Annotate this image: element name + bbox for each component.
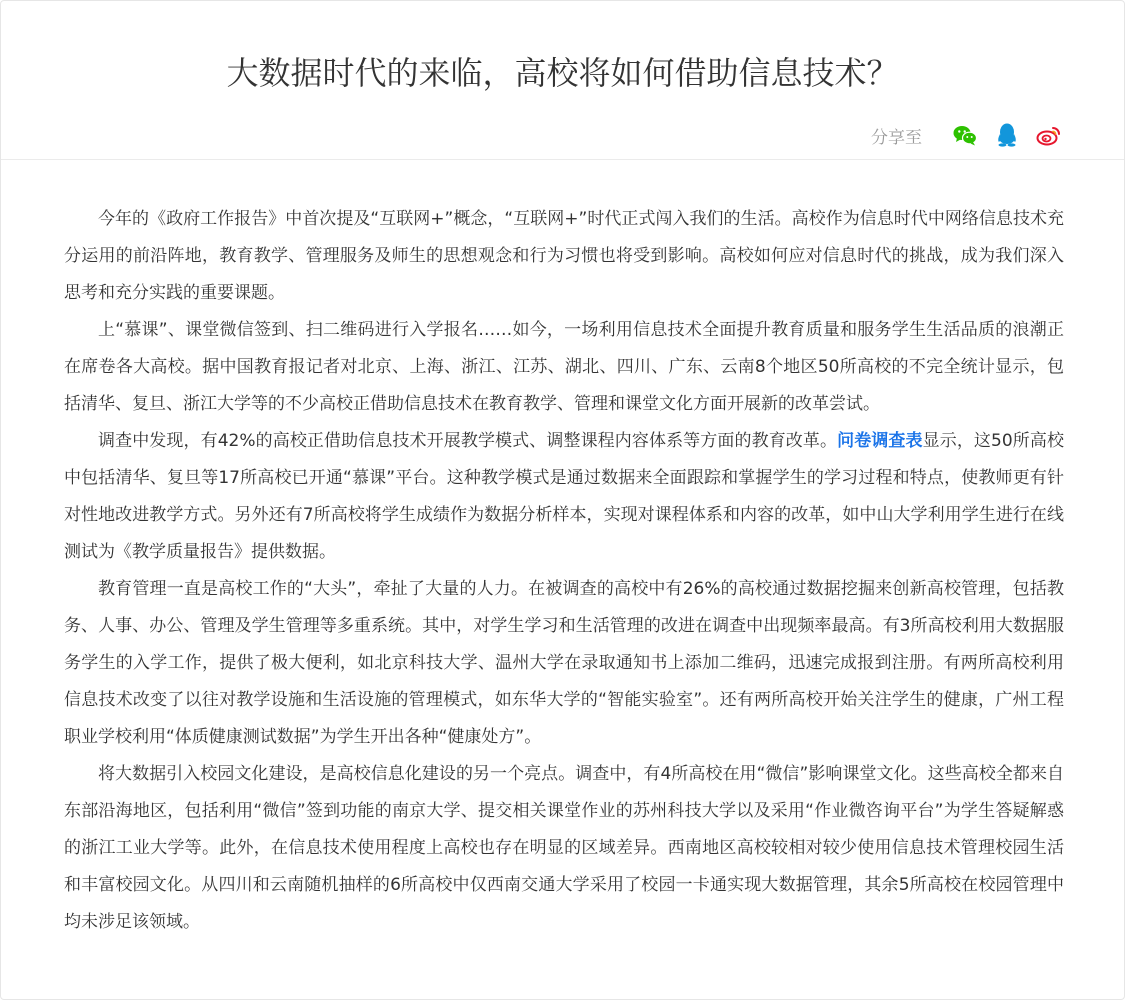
paragraph: 今年的《政府工作报告》中首次提及“互联网+”概念，“互联网+”时代正式闯入我们的生活。高校作为信息时代中网络信息技术充分运用的前沿阵地，教育教学、管理服务及师生的思想观念和行为习惯也将受到影响。高校如何应对信息时代的挑战，成为我们深入思考和充分实践的重要课题。 bbox=[64, 209, 1064, 303]
share-label: 分享至 bbox=[871, 127, 922, 148]
article-body bbox=[64, 201, 1064, 941]
article-title: 大数据时代的来临，高校将如何借助信息技术？ bbox=[226, 54, 899, 92]
paragraph: 上“慕课”、课堂微信签到、扫二维码进行入学报名……如今，一场利用信息技术全面提升教育质量和服务学生生活品质的浪潮正在席卷各大高校。据中国教育报记者对北京、上海、浙江、江苏、湖北、四川、广东、云南8个地区50所高校的不完全统计显示，包括清华、复旦、浙江大学等的不少高校正借助信息技术在教育教学、管理和课堂文化方面开展新的改革尝试。 bbox=[64, 320, 1064, 414]
paragraph-text: 调查中发现，有42%的高校正借助信息技术开展教学模式、调整课程内容体系等方面的教育改革。 bbox=[98, 431, 838, 451]
paragraph: 教育管理一直是高校工作的“大头”，牵扯了大量的人力。在被调查的高校中有26%的高校通过数据挖掘来创新高校管理，包括教务、人事、办公、管理及学生管理等多重系统。其中，对学生学习和生活管理的改进在调查中出现频率最高。有3所高校利用大数据服务学生的入学工作，提供了极大便利，如北京科技大学、温州大学在录取通知书上添加二维码，迅速完成报到注册。有两所高校利用信息技术改变了以往对教学设施和生活设施的管理模式，如东华大学的“智能实验室”。还有两所高校开始关注学生的健康，广州工程职业学校利用“体质健康测试数据”为学生开出各种“健康处方”。 bbox=[64, 579, 1064, 747]
article-header bbox=[1, 1, 1124, 160]
wechat-icon[interactable] bbox=[952, 122, 978, 148]
survey-link[interactable]: 问卷调查表 bbox=[837, 431, 923, 451]
qq-icon[interactable] bbox=[994, 122, 1020, 148]
share-bar bbox=[871, 120, 1062, 150]
paragraph-text: 显示，这50所高校中包括清华、复旦等17所高校已开通“慕课”平台。这种教学模式是通过数据来全面跟踪和掌握学生的学习过程和特点，使教师更有针对性地改进教学方式。另外还有7所高校将学生成绩作为数据分析样本，实现对课程体系和内容的改革，如中山大学利用学生进行在线测试为《教学质量报告》提供数据。 bbox=[64, 431, 1064, 562]
paragraph: 将大数据引入校园文化建设，是高校信息化建设的另一个亮点。调查中，有4所高校在用“微信”影响课堂文化。这些高校全都来自东部沿海地区，包括利用“微信”签到功能的南京大学、提交相关课堂作业的苏州科技大学以及采用“作业微咨询平台”为学生答疑解惑的浙江工业大学等。此外，在信息技术使用程度上高校也存在明显的区域差异。西南地区高校较相对较少使用信息技术管理校园生活和丰富校园文化。从四川和云南随机抽样的6所高校中仅西南交通大学采用了校园一卡通实现大数据管理，其余5所高校在校园管理中均未涉足该领域。 bbox=[64, 764, 1064, 932]
paragraph bbox=[64, 423, 1064, 571]
weibo-icon[interactable] bbox=[1036, 122, 1062, 148]
